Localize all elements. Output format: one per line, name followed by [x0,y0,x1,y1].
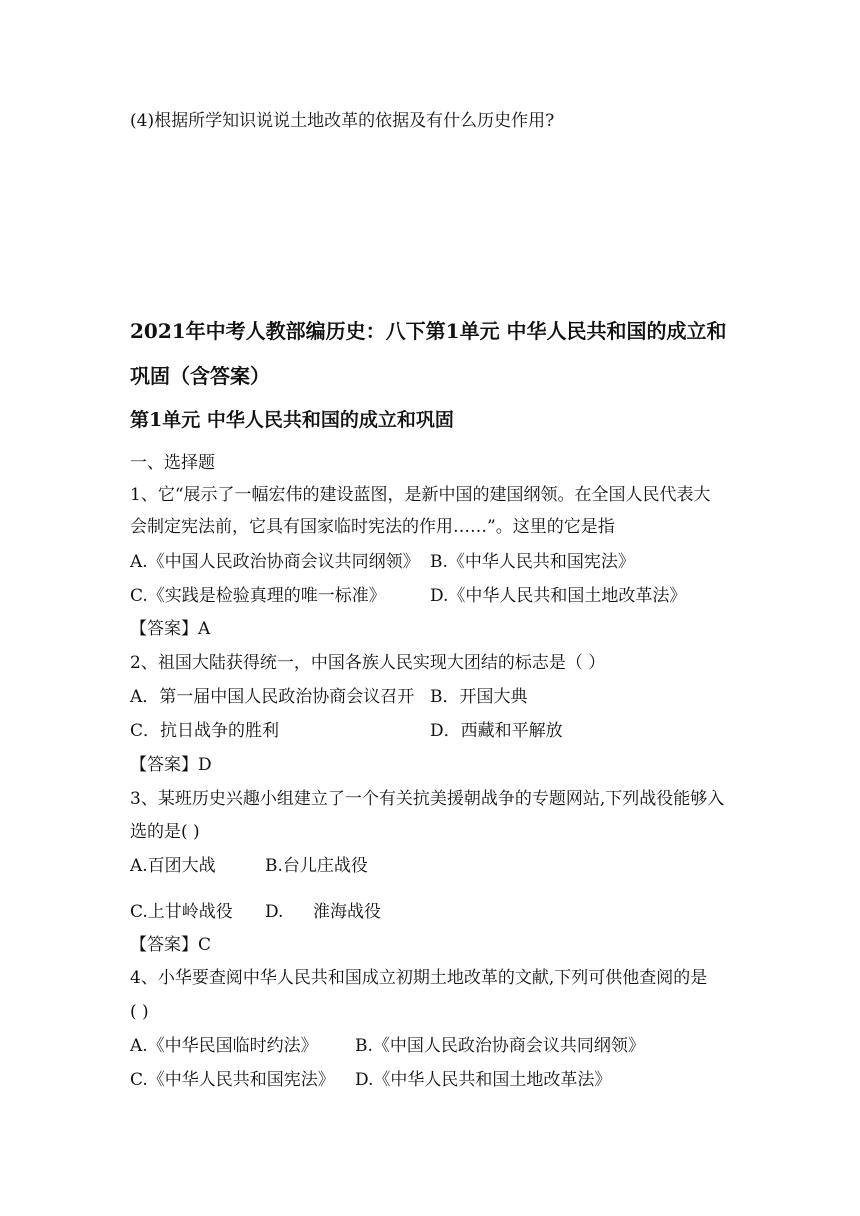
q4-option-b: B.《中国人民政治协商会议共同纲领》 [355,1036,645,1056]
q2-option-a: A．第一届中国人民政治协商会议召开 [130,687,415,707]
q4-option-c: C.《中华人民共和国宪法》 [130,1070,335,1090]
q1-option-a: A.《中国人民政治协商会议共同纲领》 [130,552,420,572]
q3-option-d-letter: D. [265,902,284,922]
q4-stem-line1: 4、小华要查阅中华人民共和国成立初期土地改革的文献,下列可供他查阅的是 [130,968,708,988]
q1-option-d: D.《中华人民共和国土地改革法》 [430,586,687,606]
q2-answer: 【答案】D [130,755,212,775]
q2-stem: 2、祖国大陆获得统一，中国各族人民实现大团结的标志是（ ） [130,653,606,673]
q2-option-d: D．西藏和平解放 [430,721,563,741]
q2-option-b: B．开国大典 [430,687,528,707]
q3-option-d-text: 淮海战役 [313,902,381,922]
q1-option-c: C.《实践是检验真理的唯一标准》 [130,586,386,606]
q3-option-c: C.上甘岭战役 [130,902,233,922]
prev-question: (4)根据所学知识说说土地改革的依据及有什么历史作用? [130,111,555,131]
q4-option-a: A.《中华民国临时约法》 [130,1036,318,1056]
q2-option-c: C．抗日战争的胜利 [130,721,280,741]
doc-title-line1: 2021年中考人教部编历史：八下第1单元 中华人民共和国的成立和 [130,319,727,343]
doc-title-line2: 巩固（含答案） [130,364,270,388]
q3-option-b: B.台儿庄战役 [265,856,368,876]
unit-heading: 第1单元 中华人民共和国的成立和巩固 [130,409,454,431]
q1-option-b: B.《中华人民共和国宪法》 [430,552,635,572]
q3-stem-line1: 3、某班历史兴趣小组建立了一个有关抗美援朝战争的专题网站,下列战役能够入 [130,789,725,809]
section-heading: 一、选择题 [130,453,215,473]
q3-option-a: A.百团大战 [130,856,216,876]
q1-stem-line2: 会制定宪法前，它具有国家临时宪法的作用……”。这里的它是指 [130,517,615,537]
q4-option-d: D.《中华人民共和国土地改革法》 [355,1070,612,1090]
q1-answer: 【答案】A [130,619,211,639]
q3-stem-line2: 选的是( ) [130,822,200,842]
q1-stem-line1: 1、它“展示了一幅宏伟的建设蓝图，是新中国的建国纲领。在全国人民代表大 [130,485,711,505]
q4-stem-line2: ( ) [130,1002,149,1022]
q3-answer: 【答案】C [130,935,212,955]
